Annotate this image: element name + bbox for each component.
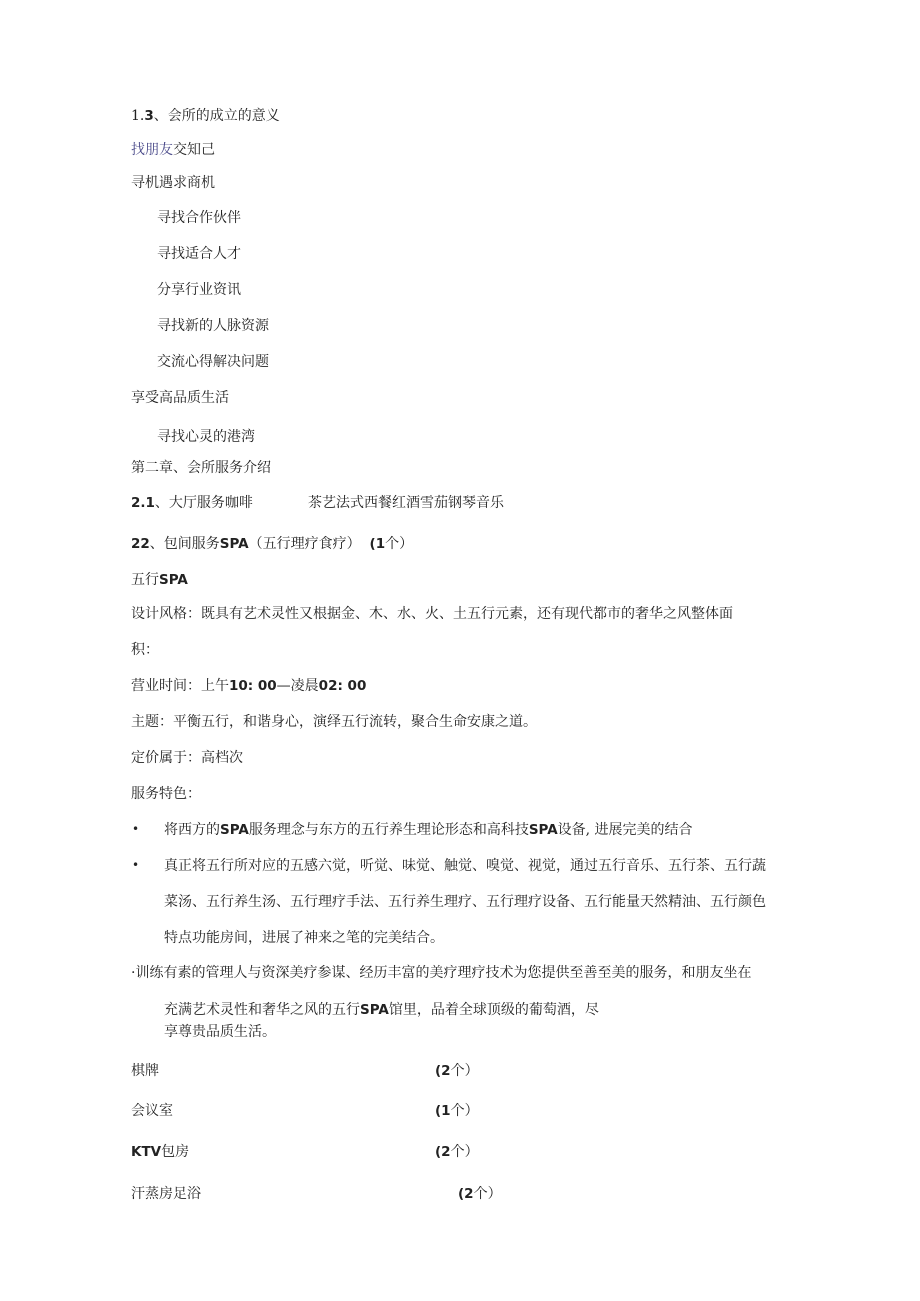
theme-line: 主题：平衡五行，和谐身心，演绎五行流转，聚合生命安康之道。 — [131, 714, 537, 730]
room-count-unit: 个） — [450, 1144, 479, 1160]
section-title: 、大厅服务咖啡 — [154, 495, 253, 511]
sub-item: 寻找新的人脉资源 — [157, 318, 269, 334]
feature-text: 充满艺术灵性和奢华之风的五行 — [164, 1002, 360, 1018]
section-title: 、包间服务 — [149, 536, 220, 552]
hall-service-items: 茶艺法式西餐红酒雪茄钢琴音乐 — [308, 495, 504, 511]
spa-label: SPA — [220, 822, 249, 838]
section-num-bold: 3 — [144, 108, 154, 124]
section-subtitle: （五行理疗食疗） — [248, 536, 361, 552]
wuxing-text: 五行 — [131, 572, 159, 588]
room-count-num: (1 — [435, 1103, 451, 1119]
feature-2-line2: 菜汤、五行养生汤、五行理疗手法、五行养生理疗、五行理疗设备、五行能量天然精油、五行颜色 — [164, 894, 766, 910]
line-harbor: 寻找心灵的港湾 — [157, 429, 255, 445]
room-count-unit: 个） — [450, 1063, 479, 1079]
room-count-num: (2 — [435, 1144, 451, 1160]
section-title: 、会所的成立的意义 — [153, 108, 280, 124]
find-friend-part2: 交知己 — [173, 142, 215, 158]
room-name-bold: KTV — [131, 1144, 162, 1160]
room-name — [131, 1142, 189, 1162]
section-num: 22 — [131, 536, 150, 552]
chapter-2-heading: 第二章、会所服务介绍 — [131, 460, 271, 476]
room-count-num: (2 — [458, 1186, 474, 1202]
hours-sep: —凌晨 — [276, 678, 319, 694]
room-name: 汗蒸房足浴 — [131, 1186, 201, 1202]
spa-label: SPA — [219, 536, 249, 552]
feature-text: 设备, 进展完美的结合 — [557, 822, 693, 838]
section-num: 2.1 — [131, 495, 155, 511]
feature-text: 馆里，品着全球顶级的葡萄酒，尽 — [388, 1002, 599, 1018]
section-num: 1. — [131, 108, 145, 124]
design-style-line1: 设计风格：既具有艺术灵性又根据金、木、水、火、土五行元素，还有现代都市的奢华之风整体面 — [131, 606, 733, 622]
sub-item: 分享行业资讯 — [157, 282, 241, 298]
feature-text: 服务理念与东方的五行养生理论形态和高科技 — [248, 822, 529, 838]
line-find-friend — [131, 140, 215, 160]
feature-3-line2 — [164, 1000, 599, 1020]
spa-label: SPA — [159, 572, 188, 588]
sub-item: 寻找合作伙伴 — [157, 210, 241, 226]
price-line: 定价属于：高档次 — [131, 750, 243, 766]
wuxing-spa-title — [131, 570, 188, 590]
find-friend-part1: 找朋友 — [131, 142, 173, 158]
room-count — [458, 1184, 502, 1204]
close-time: 02: 00 — [318, 678, 367, 694]
line-life: 享受高品质生活 — [131, 390, 229, 406]
room-name-text: 包房 — [161, 1144, 190, 1160]
feature-3-line1: ·训练有素的管理人与资深美疗参谋、经历丰富的美疗理疗技术为您提供至善至美的服务，和朋友坐在 — [131, 965, 752, 981]
design-style-line2: 积： — [131, 642, 159, 658]
room-count — [435, 1142, 479, 1162]
section-2-1 — [131, 493, 831, 513]
bullet-icon: • — [132, 858, 140, 872]
room-count: (1 — [369, 536, 386, 552]
feature-2-line1: 真正将五行所对应的五感六觉，听觉、味觉、触觉、嗅觉、视觉，通过五行音乐、五行茶、五行蔬 — [164, 858, 766, 874]
feature-1 — [164, 820, 693, 840]
room-unit: 个） — [385, 536, 414, 552]
feature-3-line3: 享尊贵品质生活。 — [164, 1024, 276, 1040]
features-heading: 服务特色： — [131, 786, 201, 802]
sub-item: 寻找适合人才 — [157, 246, 241, 262]
room-count-unit: 个） — [473, 1186, 502, 1202]
room-name: 会议室 — [131, 1103, 173, 1119]
open-time: 10: 00 — [229, 678, 277, 694]
hours-label: 营业时间：上午 — [131, 678, 229, 694]
room-count-num: (2 — [435, 1063, 451, 1079]
sub-item: 交流心得解决问题 — [157, 354, 269, 370]
room-count-unit: 个） — [450, 1103, 479, 1119]
room-count — [435, 1101, 479, 1121]
section-1-3-heading — [131, 106, 280, 126]
line-business: 寻机遇求商机 — [131, 175, 215, 191]
bullet-icon: • — [132, 822, 140, 836]
room-name: 棋牌 — [131, 1063, 159, 1079]
feature-2-line3: 特点功能房间，进展了神来之笔的完美结合。 — [164, 930, 444, 946]
feature-text: 将西方的 — [164, 822, 220, 838]
business-hours — [131, 676, 366, 696]
room-count — [435, 1061, 479, 1081]
section-2-2 — [131, 534, 413, 554]
spa-label: SPA — [360, 1002, 389, 1018]
spa-label: SPA — [528, 822, 558, 838]
